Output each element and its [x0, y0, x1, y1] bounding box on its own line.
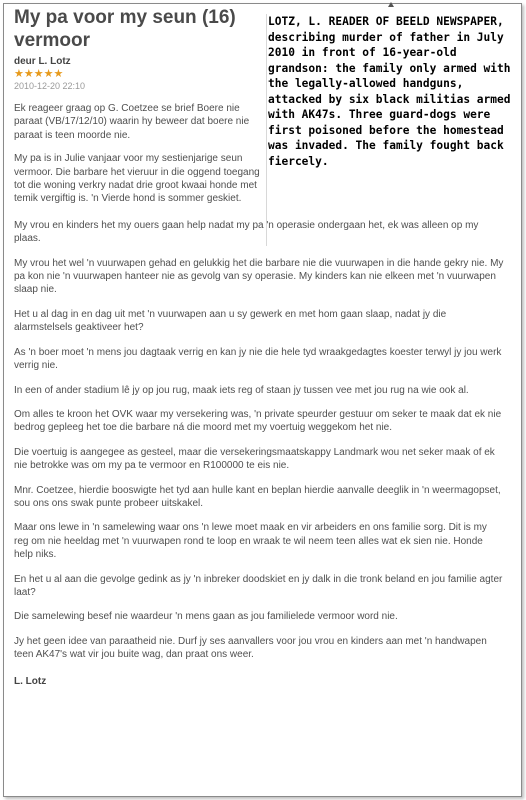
paragraph: Maar ons lewe in 'n samelewing waar ons 'n lewe moet maak en vir arbeiders en ons familie sorg. Dit is my reg om nie heeldag met 'n vuurwapen rond te loop en wraak te wil neem teen alles wat ek sien nie. Honde help niks. [14, 522, 487, 561]
paragraph: My vrou en kinders het my ouers gaan help nadat my pa 'n operasie ondergaan het, ek was alleen op my plaas. [14, 219, 479, 245]
paragraph: Mnr. Coetzee, hierdie booswigte het tyd aan hulle kant en beplan hierdie aanvalle deeglik in 'n weermagopset, sou ons ons swak punte probeer uitskakel. [14, 484, 501, 509]
paragraph: Ek reageer graag op G. Coetzee se brief Boere nie paraat (VB/17/12/10) waarin hy beweer dat boere nie paraat is teen moorde nie. [14, 103, 250, 141]
rating-stars-icon: ★★★★★ [14, 68, 64, 80]
signature: L. Lotz [14, 675, 47, 687]
annotation-note: LOTZ, L. READER OF BEELD NEWSPAPER, describing murder of father in July 2010 in front of 16-year-old grandson: the family only armed with the legally-allowed handguns, attacked by six black militias armed with AK47s. Three guard-dogs were first poisoned before the homestead was invaded. The family fought back fiercely. [268, 15, 511, 168]
author-byline: deur L. Lotz [14, 56, 71, 67]
paragraph: Om alles te kroon het OVK waar my versekering was, 'n private speurder gestuur om seker te maak dat ek nie bedrog gepleeg het toe die barbare ná die moord met my voertuig weggekom het nie. [14, 408, 502, 434]
paragraph: In een of ander stadium lê jy op jou rug, maak iets reg of staan jy tussen vee met jou rug na wie ook al. [14, 384, 469, 396]
paragraph: Die samelewing besef nie waardeur 'n mens gaan as jou familielede vermoor word nie. [14, 611, 398, 623]
paragraph: My pa is in Julie vanjaar voor my sestienjarige seun vermoor. Die barbare het vieruur in die oggend toegang tot die woning verkry nadat drie groot kwaai honde met temik vergiftig is. 'n Vierde hond is sommer geskiet. [14, 153, 260, 205]
paragraph: En het u al aan die gevolge gedink as jy 'n inbreker doodskiet en jy dalk in die tronk beland en jou familie agter laat? [14, 573, 503, 598]
post-date: 2010-12-20 22:10 [14, 81, 86, 91]
paragraph: Jy het geen idee van paraatheid nie. Durf jy ses aanvallers voor jou vrou en kinders aan met 'n handwapen teen AK47's wat vir jou buite wag, dan praat ons weer. [14, 635, 487, 661]
article-title: My pa voor my seun (16) vermoor [14, 7, 236, 51]
paragraph: My vrou het wel 'n vuurwapen gehad en gelukkig het die barbare nie die vuurwapen in die hande gekry nie. My pa kon nie 'n vuurwapen hanteer nie as gevolg van sy operasie. My kinders kan nie elkeen met 'n vuurwapen slaap nie. [14, 257, 504, 296]
paragraph: As 'n boer moet 'n mens jou dagtaak verrig en kan jy nie die hele tyd wraakgedagtes koester terwyl jy jou werk verrig nie. [14, 346, 502, 372]
paragraph: Het u al dag in en dag uit met 'n vuurwapen aan u sy gewerk en met hom gaan slaap, nadat jy die alarmstelsels geaktiveer het? [14, 308, 447, 334]
paragraph: Die voertuig is aangegee as gesteel, maar die versekeringsmaatskappy Landmark wou net seker maak of ek nie betrokke was om my pa te vermoor en R100000 te eis nie. [14, 446, 495, 472]
